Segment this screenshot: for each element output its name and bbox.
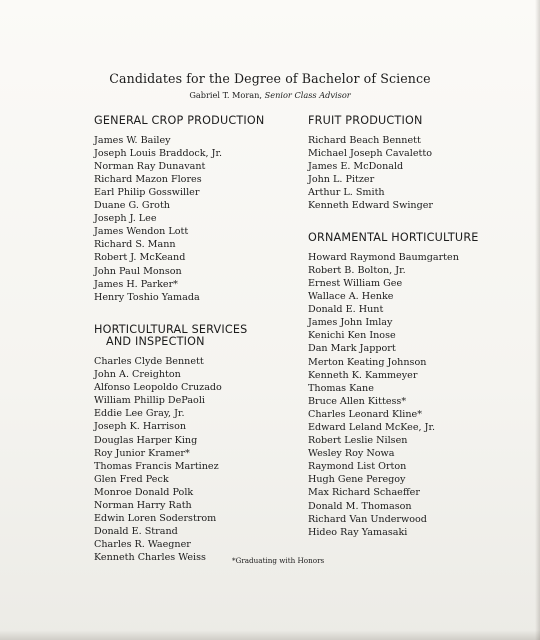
name-list: [94, 134, 294, 304]
candidate-name: Charles R. Waegner: [94, 539, 191, 551]
candidate-name: James John Imlay: [308, 317, 393, 329]
name-list: [308, 251, 508, 539]
candidate-name: Howard Raymond Baumgarten: [308, 251, 459, 263]
candidate-name: Max Richard Schaeffer: [308, 487, 420, 499]
candidate-name: Richard Van Underwood: [308, 513, 427, 525]
candidate-name: Arthur L. Smith: [308, 186, 385, 198]
page-shadow-right: [535, 0, 540, 640]
candidate-name: Norman Harry Rath: [94, 500, 192, 512]
candidate-name: Hugh Gene Peregoy: [308, 474, 406, 486]
section-heading-line1: HORTICULTURAL SERVICES: [94, 322, 248, 336]
page-shadow-bottom: [0, 630, 540, 640]
footnote: *Graduating with Honors: [232, 556, 325, 565]
candidate-name: Robert Leslie Nilsen: [308, 435, 408, 447]
candidate-name: Wesley Roy Nowa: [308, 448, 395, 460]
right-column: [308, 115, 508, 539]
page-title: Candidates for the Degree of Bachelor of Science: [109, 71, 431, 86]
section-heading: FRUIT PRODUCTION: [308, 114, 423, 127]
candidate-name: Monroe Donald Polk: [94, 486, 194, 498]
candidate-name: Donald E. Hunt: [308, 304, 384, 316]
candidate-name: Charles Clyde Bennett: [94, 356, 204, 367]
candidate-name: Joseph K. Harrison: [94, 421, 187, 433]
candidate-name: Kenneth Charles Weiss: [94, 552, 206, 564]
advisor-role: Senior Class Advisor: [264, 90, 351, 100]
candidate-name: Kenneth Edward Swinger: [308, 200, 433, 212]
name-list: [94, 355, 294, 565]
candidate-name: Merton Keating Johnson: [308, 356, 427, 368]
candidate-name: Donald E. Strand: [94, 526, 178, 538]
candidate-name: James W. Bailey: [94, 134, 171, 146]
section-fruit-production: [308, 115, 508, 212]
candidate-name: John L. Pitzer: [308, 173, 375, 185]
candidate-name: Roy Junior Kramer*: [94, 447, 190, 459]
name-list: [308, 134, 508, 213]
candidate-name: Norman Ray Dunavant: [94, 160, 206, 172]
candidate-name: Duane G. Groth: [94, 200, 170, 212]
candidate-name: John Paul Monson: [94, 265, 182, 277]
candidate-name: John A. Creighton: [94, 369, 181, 381]
candidate-name: Ernest William Gee: [308, 277, 403, 289]
candidate-name: Joseph J. Lee: [94, 213, 157, 225]
candidate-name: Hideo Ray Yamasaki: [308, 526, 408, 538]
candidate-name: James E. McDonald: [308, 160, 404, 172]
advisor-line: [0, 90, 540, 100]
section-ornamental-horticulture: [308, 232, 508, 539]
candidate-name: Donald M. Thomason: [308, 500, 412, 512]
candidate-name: Dan Mark Japport: [308, 343, 396, 355]
candidate-name: Glen Fred Peck: [94, 473, 169, 485]
candidate-name: Michael Joseph Cavaletto: [308, 147, 432, 159]
candidate-name: William Phillip DePaoli: [94, 395, 205, 407]
candidate-name: Bruce Allen Kittess*: [308, 395, 407, 407]
section-general-crop-production: [94, 115, 294, 304]
section-heading: GENERAL CROP PRODUCTION: [94, 114, 265, 127]
section-heading-line2: AND INSPECTION: [106, 335, 205, 349]
candidate-name: Charles Leonard Kline*: [308, 408, 423, 420]
candidate-name: Earl Philip Gosswiller: [94, 186, 200, 198]
candidate-name: James Wendon Lott: [94, 226, 189, 238]
candidate-name: Douglas Harper King: [94, 434, 198, 446]
candidate-name: James H. Parker*: [94, 278, 178, 290]
candidate-name: Thomas Kane: [308, 382, 374, 394]
candidate-name: Robert B. Bolton, Jr.: [308, 264, 406, 276]
candidate-name: Richard Beach Bennett: [308, 134, 421, 146]
candidate-name: Edwin Loren Soderstrom: [94, 513, 217, 525]
section-heading: [94, 324, 294, 349]
candidate-name: Wallace A. Henke: [308, 291, 394, 303]
candidate-name: Robert J. McKeand: [94, 252, 186, 264]
left-column: [94, 115, 294, 565]
candidate-name: Edward Leland McKee, Jr.: [308, 421, 436, 433]
candidate-name: Thomas Francis Martinez: [94, 460, 219, 472]
candidate-name: Alfonso Leopoldo Cruzado: [94, 382, 222, 394]
candidate-name: Kenichi Ken Inose: [308, 330, 396, 342]
candidate-name: Richard Mazon Flores: [94, 173, 202, 185]
candidate-name: Eddie Lee Gray, Jr.: [94, 408, 185, 420]
candidate-name: Joseph Louis Braddock, Jr.: [94, 147, 223, 159]
section-heading: ORNAMENTAL HORTICULTURE: [308, 231, 479, 245]
advisor-name: Gabriel T. Moran,: [189, 90, 263, 100]
candidate-name: Kenneth K. Kammeyer: [308, 369, 418, 381]
candidate-name: Henry Toshio Yamada: [94, 291, 200, 303]
candidate-name: Raymond List Orton: [308, 461, 407, 473]
candidate-name: Richard S. Mann: [94, 239, 176, 251]
section-horticultural-services: [94, 324, 294, 565]
